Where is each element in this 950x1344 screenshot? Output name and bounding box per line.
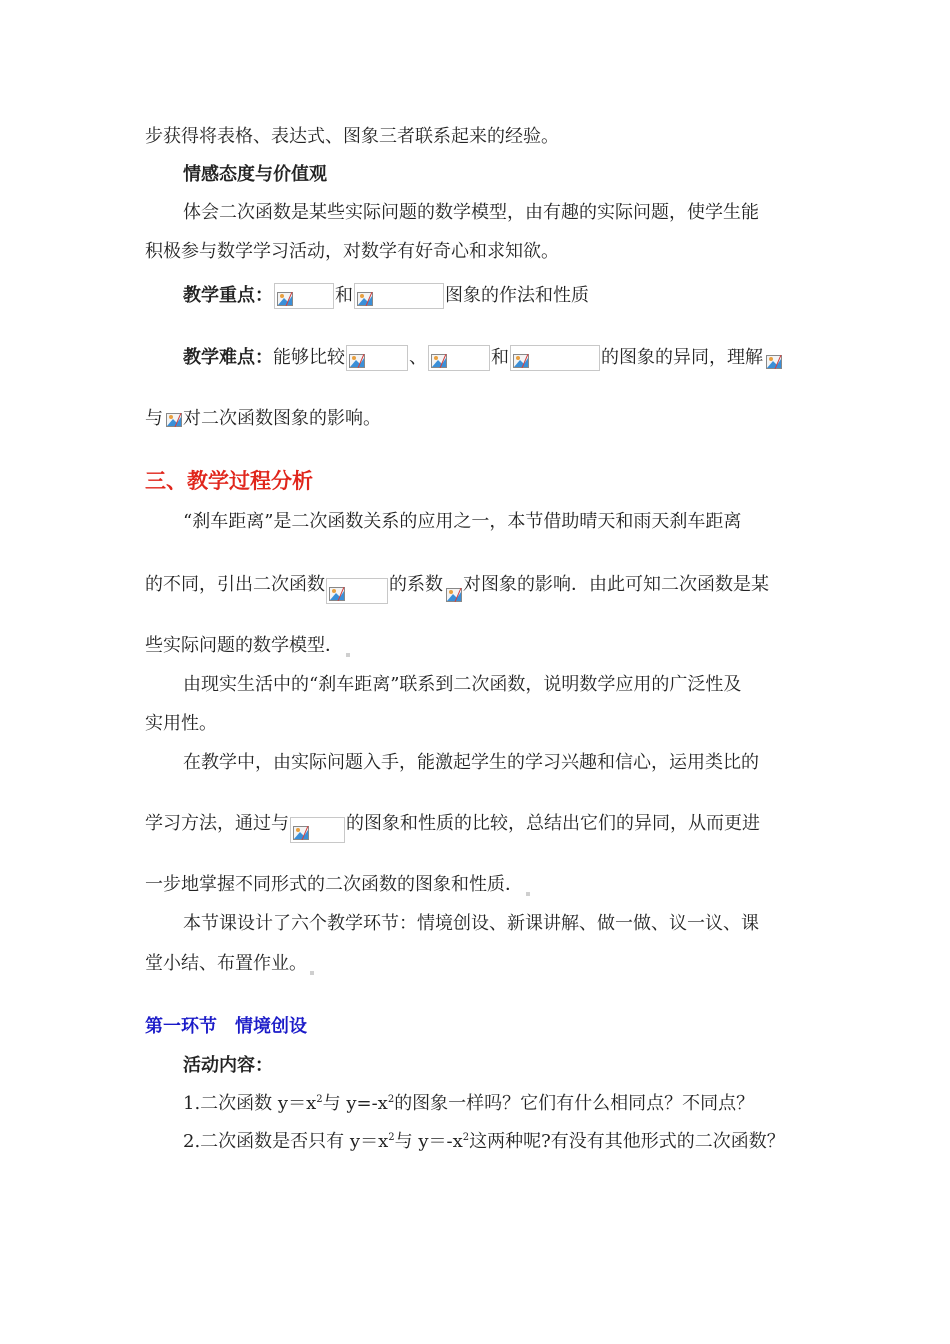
paragraph2-line1: 由现实生活中的“刹车距离”联系到二次函数，说明数学应用的广泛性及 [183, 674, 742, 695]
formula-image-placeholder [354, 283, 444, 309]
formula-image-placeholder [326, 578, 388, 604]
paragraph-attitude-line2: 积极参与数学学习活动，对数学有好奇心和求知欲。 [145, 241, 559, 262]
broken-image-icon [277, 292, 293, 306]
formula-image-placeholder [164, 409, 182, 429]
paragraph-experience: 步获得将表格、表达式、图象三者联系起来的经验。 [145, 126, 559, 147]
paragraph1-line3: 些实际问题的数学模型． [145, 635, 350, 657]
paragraph3-line3: 一步地掌握不同形式的二次函数的图象和性质． [145, 874, 530, 896]
paragraph-mark [310, 971, 314, 975]
formula-image-placeholder [764, 345, 782, 371]
paragraph3-line2: 学习方法，通过与 的图象和性质的比较，总结出它们的异同，从而更进 [145, 811, 760, 837]
broken-image-icon [357, 292, 373, 306]
paragraph-mark [526, 892, 530, 896]
broken-image-icon [166, 413, 182, 427]
heading-attitude: 情感态度与价值观 [183, 164, 327, 185]
broken-image-icon [446, 588, 462, 602]
section3-title: 三、教学过程分析 [145, 469, 313, 493]
formula-image-placeholder [428, 345, 490, 371]
key-points-label: 教学重点： [183, 285, 273, 306]
formula-image-placeholder [346, 345, 408, 371]
formula-image-placeholder [510, 345, 600, 371]
broken-image-icon [431, 354, 447, 368]
activity-label: 活动内容： [183, 1055, 273, 1076]
paragraph1-line2: 的不同，引出二次函数 的系数 对图象的影响．由此可知二次函数是某 [145, 572, 769, 598]
paragraph1-line1: “刹车距离”是二次函数关系的应用之一，本节借助晴天和雨天刹车距离 [183, 511, 742, 532]
broken-image-icon [513, 354, 529, 368]
formula-image-placeholder [290, 817, 345, 843]
stage1-title: 第一环节 情境创设 [145, 1016, 307, 1037]
formula-image-placeholder [274, 283, 334, 309]
paragraph-mark [346, 653, 350, 657]
broken-image-icon [349, 354, 365, 368]
broken-image-icon [329, 587, 345, 601]
difficulty-line1: 教学难点：能够比较 、 和 的图象的异同，理解 [183, 345, 783, 371]
paragraph4-line1: 本节课设计了六个教学环节：情境创设、新课讲解、做一做、议一议、课 [183, 913, 759, 934]
question-2: 2.二次函数是否只有 $y=x^2$与 $y=-x^2$这两种呢?有没有其他形式的二次函数？ [183, 1131, 785, 1152]
key-points-line: 教学重点： 和 图象的作法和性质 [183, 283, 589, 309]
paragraph3-line1: 在教学中，由实际问题入手，能激起学生的学习兴趣和信心，运用类比的 [183, 752, 759, 773]
broken-image-icon [766, 355, 782, 369]
paragraph2-line2: 实用性。 [145, 713, 217, 734]
paragraph-attitude-line1: 体会二次函数是某些实际问题的数学模型，由有趣的实际问题，使学生能 [183, 202, 759, 223]
broken-image-icon [293, 826, 309, 840]
question-1: 1.二次函数 $y=x^2$与 $y=-x^2$的图象一样吗？它们有什么相同点？不同点？ [183, 1093, 755, 1114]
formula-image-placeholder [444, 578, 462, 604]
difficulty-label: 教学难点： [183, 347, 273, 368]
paragraph4-line2: 堂小结、布置作业。 [145, 953, 314, 975]
difficulty-line2: 与 对二次函数图象的影响。 [145, 408, 381, 429]
